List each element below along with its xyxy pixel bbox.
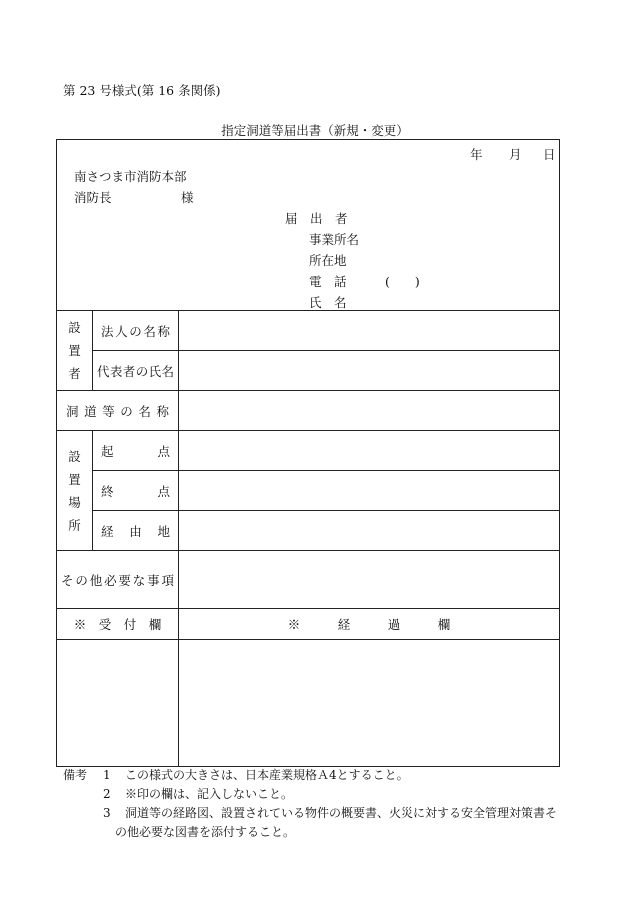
progress-header: ※ 経 過 欄 bbox=[179, 609, 560, 640]
other-items-field[interactable] bbox=[179, 551, 560, 609]
progress-field[interactable] bbox=[179, 640, 560, 767]
installer-char-3: 者 bbox=[68, 366, 81, 381]
rep-name-field[interactable] bbox=[179, 351, 560, 391]
applicant-address-label: 所在地 bbox=[309, 253, 347, 268]
installer-char-2: 置 bbox=[68, 343, 81, 358]
corp-name-field[interactable] bbox=[179, 311, 560, 351]
start-point-field[interactable] bbox=[179, 431, 560, 471]
reception-field[interactable] bbox=[57, 640, 179, 767]
header-cell bbox=[57, 140, 560, 311]
end-point-field[interactable] bbox=[179, 471, 560, 511]
location-char-2: 置 bbox=[68, 471, 81, 487]
addressee-org: 南さつま市消防本部 bbox=[74, 169, 187, 184]
corp-name-label: 法人の名称 bbox=[93, 311, 179, 351]
route-label: 経由地 bbox=[93, 511, 179, 551]
form-number: 第 23 号様式(第 16 条関係) bbox=[63, 83, 221, 98]
other-items-label: その他必要な事項 bbox=[57, 551, 179, 609]
date-month: 月 bbox=[509, 147, 522, 162]
note-number: 1 bbox=[103, 768, 111, 782]
route-field[interactable] bbox=[179, 511, 560, 551]
applicant-phone-label: 電 話 bbox=[309, 274, 347, 289]
notes-label: 備考 bbox=[63, 768, 88, 782]
location-char-4: 所 bbox=[68, 517, 81, 533]
tunnel-name-field[interactable] bbox=[179, 391, 560, 431]
note-number: 3 bbox=[103, 806, 111, 820]
note-continuation: の他必要な図書を添付すること。 bbox=[115, 825, 296, 839]
applicant-phone-paren: ( ) bbox=[385, 274, 420, 289]
form-title: 指定洞道等届出書（新規・変更） bbox=[221, 123, 409, 138]
note-number: 2 bbox=[103, 787, 111, 801]
end-point-label: 終点 bbox=[93, 471, 179, 511]
applicant-office-label: 事業所名 bbox=[309, 232, 360, 247]
application-form-table bbox=[56, 139, 560, 767]
tunnel-name-label: 洞道等の名称 bbox=[57, 391, 179, 431]
location-char-3: 場 bbox=[68, 494, 81, 510]
reception-header: ※ 受 付 欄 bbox=[57, 609, 179, 640]
date-day: 日 bbox=[543, 147, 556, 162]
date-year: 年 bbox=[470, 147, 483, 162]
location-char-1: 設 bbox=[68, 448, 81, 464]
note-text: ※印の欄は、記入しないこと。 bbox=[125, 787, 294, 801]
applicant-label: 届 出 者 bbox=[285, 211, 348, 226]
installer-char-1: 設 bbox=[68, 320, 81, 335]
applicant-name-label: 氏 名 bbox=[309, 295, 347, 310]
installer-group-label bbox=[57, 311, 93, 391]
rep-name-label: 代表者の氏名 bbox=[93, 351, 179, 391]
addressee-chief: 消防長 bbox=[74, 190, 112, 205]
note-text: 洞道等の経路図、設置されている物件の概要書、火災に対する安全管理対策書そ bbox=[125, 806, 558, 820]
start-point-label: 起点 bbox=[93, 431, 179, 471]
location-group-label bbox=[57, 431, 93, 551]
addressee-honorific: 様 bbox=[181, 190, 194, 205]
note-text: この様式の大きさは、日本産業規格Ａ4とすること。 bbox=[125, 768, 409, 782]
